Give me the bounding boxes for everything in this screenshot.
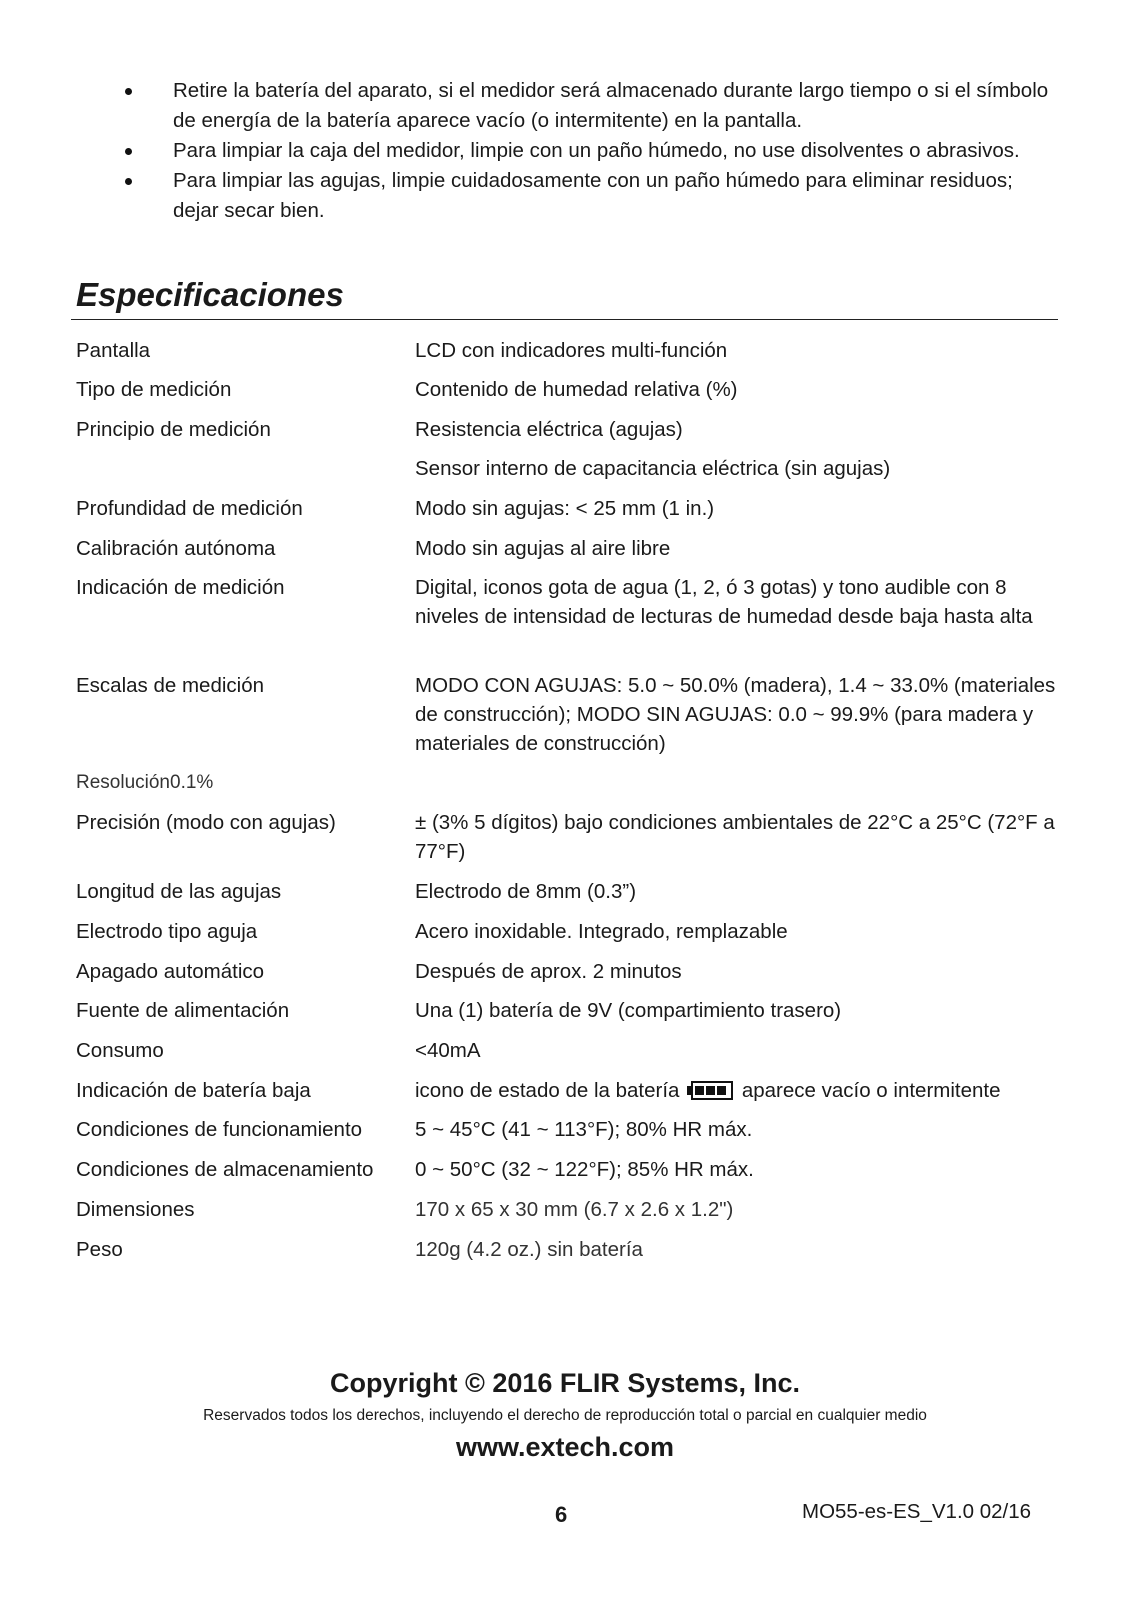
spec-row-almacenamiento [76,1155,1066,1195]
spec-value: ± (3% 5 dígitos) bajo condiciones ambientales de 22°C a 25°C (72°F a 77°F) [415,811,1055,863]
list-item [125,136,1055,166]
spec-row-calibracion [76,534,1066,573]
spec-label: Pantalla [76,339,151,362]
spec-label: Peso [76,1238,123,1261]
spec-value: Contenido de humedad relativa (%) [415,378,738,401]
spec-label: Precisión (modo con agujas) [76,811,336,834]
spec-value: LCD con indicadores multi-función [415,339,728,362]
spec-label: Electrodo tipo aguja [76,920,258,943]
list-item [125,76,1055,136]
spec-row-dimensiones [76,1195,1066,1235]
spec-label: Calibración autónoma [76,537,276,560]
spec-value [415,1076,1066,1105]
spec-row-fuente [76,996,1066,1036]
spec-value: 120g (4.2 oz.) sin batería [415,1238,643,1261]
spec-label: Fuente de alimentación [76,999,290,1022]
spec-value: Modo sin agujas: < 25 mm (1 in.) [415,497,715,520]
bullet-text: Retire la batería del aparato, si el medidor será almacenado durante largo tiempo o si el símbolo de energía de la batería aparece vacío (o intermitente) en la pantalla. [173,79,1049,132]
spec-label: Condiciones de funcionamiento [76,1118,363,1141]
spec-row-tipo [76,375,1066,415]
spec-label: Apagado automático [76,960,265,983]
spec-label: Resolución0.1% [76,772,214,793]
spec-label: Condiciones de almacenamiento [76,1158,374,1181]
spec-label: Indicación de medición [76,576,285,599]
spec-row-principio [76,415,1066,454]
spec-row-profundidad [76,494,1066,534]
spec-value: Digital, iconos gota de agua (1, 2, ó 3 gotas) y tono audible con 8 niveles de intensidad de lecturas de humedad desde baja hasta alta [415,576,1033,628]
spec-label: Longitud de las agujas [76,880,282,903]
section-title: Especificaciones [76,276,344,313]
spec-label: Escalas de medición [76,674,265,697]
spec-row-longitud [76,877,1066,917]
spec-row-resolucion [76,768,1066,808]
spec-label: Dimensiones [76,1198,195,1221]
spec-label: Principio de medición [76,418,271,441]
spec-value: Después de aprox. 2 minutos [415,960,682,983]
spec-value: Acero inoxidable. Integrado, remplazable [415,920,788,943]
spec-row-consumo [76,1036,1066,1076]
spec-table [76,336,1066,1275]
bullet-icon [125,88,132,95]
spec-value: Modo sin agujas al aire libre [415,537,671,560]
spec-value: Resistencia eléctrica (agujas) [415,418,683,441]
spec-row-precision [76,808,1066,877]
spec-row-funcionamiento [76,1115,1066,1155]
copyright-notice: Copyright © 2016 FLIR Systems, Inc. [329,1368,801,1398]
list-item [125,166,1055,226]
spec-row-apagado [76,957,1066,996]
spec-label: Tipo de medición [76,378,232,401]
spec-label: Indicación de batería baja [76,1079,311,1102]
spec-value-post: aparece vacío o intermitente [741,1079,1001,1102]
spec-value: 170 x 65 x 30 mm (6.7 x 2.6 x 1.2") [415,1198,734,1221]
spec-value: Una (1) batería de 9V (compartimiento trasero) [415,999,842,1022]
rights-notice: Reservados todos los derechos, incluyendo el derecho de reproducción total o parcial en cualquier medio [203,1407,927,1424]
spec-value: 0 ~ 50°C (32 ~ 122°F); 85% HR máx. [415,1158,754,1181]
spec-row-bateria-baja [76,1076,1066,1115]
spec-value: <40mA [415,1039,481,1062]
website-url: www.extech.com [455,1432,675,1462]
spec-row-indicacion [76,573,1066,671]
battery-full-icon [687,1081,733,1100]
spec-label: Profundidad de medición [76,497,303,520]
spec-row-peso [76,1235,1066,1275]
spec-label: Consumo [76,1039,164,1062]
spec-value: Sensor interno de capacitancia eléctrica (sin agujas) [415,457,891,480]
spec-row-pantalla [76,336,1066,375]
spec-value: Electrodo de 8mm (0.3”) [415,880,637,903]
bullet-text: Para limpiar las agujas, limpie cuidadosamente con un paño húmedo para eliminar residuos; dejar secar bien. [173,169,1013,222]
spec-row-escalas [76,671,1066,768]
spec-row-principio-2 [76,454,1066,494]
bullet-text: Para limpiar la caja del medidor, limpie con un paño húmedo, no use disolventes o abrasivos. [173,139,1020,162]
maintenance-bullet-list [125,76,1055,226]
spec-value: 5 ~ 45°C (41 ~ 113°F); 80% HR máx. [415,1118,753,1141]
section-divider [71,319,1058,320]
bullet-icon [125,178,132,185]
spec-value-pre: icono de estado de la batería [415,1079,680,1102]
bullet-icon [125,148,132,155]
spec-row-electrodo [76,917,1066,957]
page-number: 6 [555,1502,568,1527]
spec-value: MODO CON AGUJAS: 5.0 ~ 50.0% (madera), 1.4 ~ 33.0% (materiales de construcción); MODO SIN AGUJAS: 0.0 ~ 99.9% (para madera y materiales de construcción) [415,674,1056,755]
document-id: MO55-es-ES_V1.0 02/16 [802,1500,1032,1523]
